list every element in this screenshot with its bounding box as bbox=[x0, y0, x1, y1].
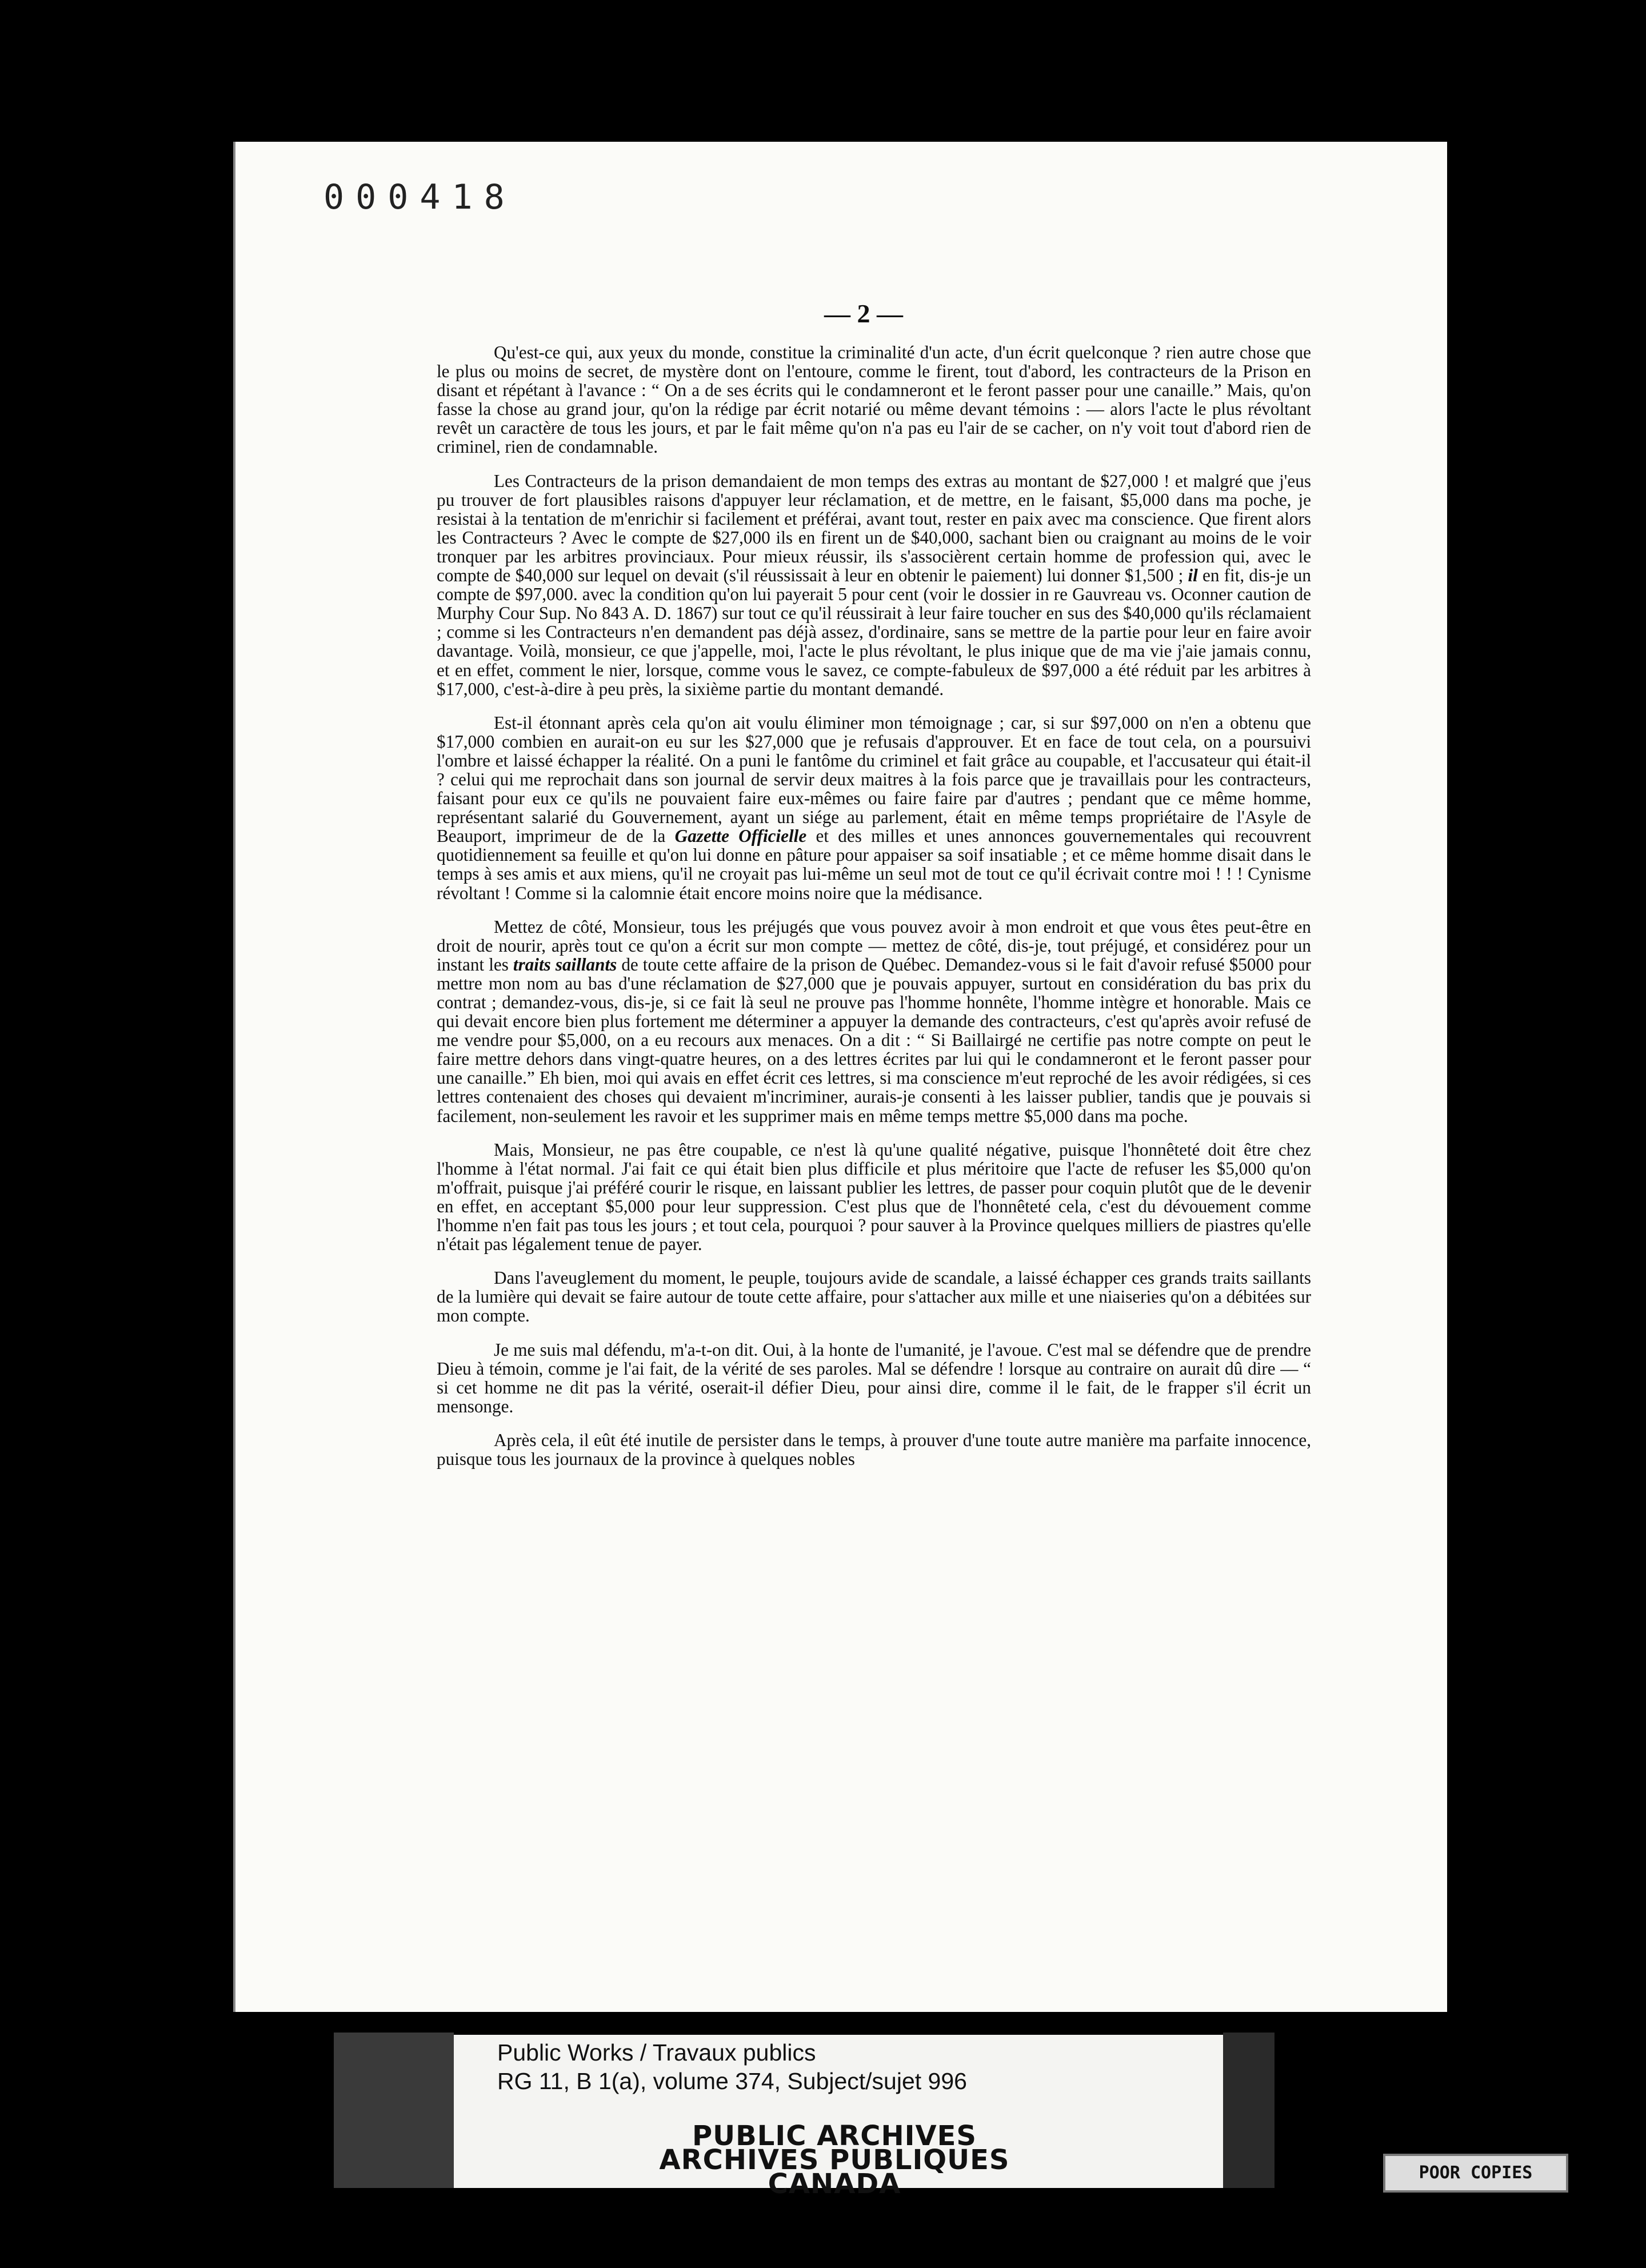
archive-label-shadow-right bbox=[1223, 2033, 1275, 2188]
paragraph-text: Mettez de côté, Monsieur, tous les préjugés que vous pouvez avoir à mon endroit et que vous êtes peut-être en droit de nourir, après tout ce qu'on a écrit sur mon compte — mettez de côté, dis-je, tout préjugé, et considérez pour un instant les bbox=[437, 916, 1311, 975]
paragraph bbox=[437, 1431, 1311, 1468]
paragraph-text: de toute cette affaire de la prison de Québec. Demandez-vous si le fait d'avoir refusé $5000 pour mettre mon nom au bas d'une réclamation de $27,000 que je pouvais appuyer, surtout en considération du bas prix du contrat ; demandez-vous, dis-je, si ce fait là seul ne prouve pas l'homme honnête, l'homme intègre et honorable. Mais ce qui devait encore bien plus fortement me déterminer a appuyer la demande des contracteurs, c'est qu'après avoir refusé de me vendre pour $5,000, on a eu recours aux menaces. On a dit : “ Si Baillairgé ne certifie pas notre compte on peut le faire mettre dehors dans vingt-quatre heures, on a des lettres écrites par lui qui le condamneront et le feront passer pour une canaille.” Eh bien, moi qui avais en effet écrit ces lettres, si ma conscience m'eut reproché de les avoir rédigées, si ces lettres contenaient des choses qui devaient m'incriminer, aurais-je consenti à les laisser publier, tandis que je pouvais si facilement, non-seulement les ravoir et les supprimer mais en même temps mettre $5,000 dans ma poche. bbox=[437, 954, 1311, 1126]
paragraph-text: Les Contracteurs de la prison demandaient de mon temps des extras au montant de $27,000 ! et malgré que j'eus pu trouver de fort plausibles raisons d'appuyer leur réclamation, et de mettre, en le faisant, $5,000 dans ma poche, je resistai à la tentation de m'enrichir si facilement et préférai, avant tout, rester en paix avec ma conscience. Que firent alors les Contracteurs ? Avec le compte de $27,000 ils en firent un de $40,000, sachant bien ou craignant au moins de le voir tronquer par les arbitres provinciaux. Pour mieux réussir, ils s'associèrent certain homme de profession qui, avec le compte de $40,000 sur lequel on devait (s'il réussissait à leur en obtenir le paiement) lui donner $1,500 ; bbox=[437, 470, 1311, 586]
paragraph-text: Après cela, il eût été inutile de persister dans le temps, à prouver d'une toute autre manière ma parfaite innocence, puisque tous les journaux de la province à quelques nobles bbox=[437, 1430, 1311, 1469]
source-line-2: RG 11, B 1(a), volume 374, Subject/sujet 996 bbox=[497, 2068, 967, 2094]
paragraph bbox=[437, 1340, 1311, 1416]
paragraph-text: Dans l'aveuglement du moment, le peuple, toujours avide de scandale, a laissé échapper ces grands traits saillants de la lumière qui devait se faire autour de toute cette affaire, pour s'attacher aux mille et une niaiseries qu'on a débitées sur mon compte. bbox=[437, 1268, 1311, 1326]
poor-copies-label: POOR COPIES bbox=[1383, 2154, 1568, 2193]
paragraph bbox=[437, 1268, 1311, 1325]
page-number: — 2 — bbox=[824, 299, 903, 328]
paragraph-text: Qu'est-ce qui, aux yeux du monde, constitue la criminalité d'un acte, d'un écrit quelconque ? rien autre chose que le plus ou moins de secret, de mystère dont on l'entoure, comme le firent, tout d'abord, les contracteurs de la Prison en disant et répétant à l'avance : “ On a de ses écrits qui le condamneront et le feront passer pour une canaille.” Mais, qu'on fasse la chose au grand jour, qu'on la rédige par écrit notarié ou même devant témoins : — alors l'acte le plus révoltant revêt un caractère de tous les jours, et par le fait même qu'on n'a pas eu l'air de se cacher, on n'y voit tout d'abord rien de criminel, rien de condamnable. bbox=[437, 342, 1311, 457]
stamp-line-3: CANADA bbox=[768, 2168, 901, 2200]
paragraph bbox=[437, 1140, 1311, 1254]
paragraph-text: Je me suis mal défendu, m'a-t-on dit. Oui, à la honte de l'umanité, je l'avoue. C'est mal se défendre que de prendre Dieu à témoin, comme je l'ai fait, de la vérité de ses paroles. Mal se défendre ! lorsque au contraire on aurait dû dire — “ si cet homme ne dit pas la vérité, oserait-il défier Dieu, pour ainsi dire, comme il le fait, de le frapper s'il écrit un mensonge. bbox=[437, 1339, 1311, 1416]
italic-text: il bbox=[1188, 565, 1198, 586]
paragraph bbox=[437, 343, 1311, 457]
stamp-line-1: PUBLIC ARCHIVES bbox=[692, 2120, 977, 2152]
source-line-1: Public Works / Travaux publics bbox=[497, 2039, 816, 2066]
paragraph bbox=[437, 472, 1311, 698]
paragraph-text: Est-il étonnant après cela qu'on ait voulu éliminer mon témoignage ; car, si sur $97,000 on n'en a obtenu que $17,000 combien en aurait-on eu sur les $27,000 que je refusais d'approuver. Et en face de tout cela, on a poursuivi l'ombre et laissé échapper la réalité. On a puni le fantôme du criminel et fait grâce au coupable, et l'accusateur qui était-il ? celui qui me reprochait dans son journal de servir deux maitres à la fois parce que je travaillais pour les contracteurs, faisant pour eux ce qu'ils ne pouvaient faire eux-mêmes ou faire faire par d'autres ; pendant que ce même homme, représentant salarié du Gouvernement, ayant un siége au parlement, était en même temps propriétaire de l'Asyle de Beauport, imprimeur de de la bbox=[437, 712, 1311, 846]
paragraph-text: en fit, dis-je un compte de $97,000. avec la condition qu'on lui payerait 5 pour cent (voir le dossier in re Gauvreau vs. Oconner caution de Murphy Cour Sup. No 843 A. D. 1867) sur tout ce qu'il réussirait à leur faire toucher en sus des $40,000 qu'ils réclamaient ; comme si les Contracteurs n'en demandent pas déjà assez, d'ordinaire, sans se mettre de la partie pour leur en faire avoir davantage. Voilà, monsieur, ce que j'appelle, moi, l'acte le plus révoltant, le plus inique que de ma vie j'aie jamais connu, et en effet, comment le nier, lorsque, comme vous le savez, ce compte-fabuleux de $97,000 a été réduit par les arbitres à $17,000, c'est-à-dire à peu près, la sixième partie du montant demandé. bbox=[437, 565, 1311, 699]
paragraph-text: et des milles et unes annonces gouvernementales qui recouvrent quotidiennement sa feuille et qu'on lui donne en pâture pour appaiser sa soif insatiable ; et ce même homme disait dans le temps à ses amis et aux miens, qu'il ne croyait pas lui-même un seul mot de tout ce qu'il écrivait contre moi ! ! ! Cynisme révoltant ! Comme si la calomnie était encore moins noire que la médisance. bbox=[437, 826, 1312, 903]
stamp-line-2: ARCHIVES PUBLIQUES bbox=[659, 2144, 1010, 2176]
source-reference bbox=[497, 2038, 1200, 2095]
archives-stamp bbox=[629, 2120, 1040, 2200]
italic-text: Gazette Officielle bbox=[674, 826, 807, 846]
paragraph-text: Mais, Monsieur, ne pas être coupable, ce n'est là qu'une qualité négative, puisque l'honnêteté doit être chez l'homme à l'état normal. J'ai fait ce qui était bien plus difficile et plus méritoire que l'acte de refuser les $5,000 qu'on m'offrait, puisque j'ai préféré courir le risque, en laissant publier les lettres, de passer pour coquin plutôt que de le devenir en effet, en acceptant $5,000 pour leur suppression. C'est plus que de l'honnêteté cela, c'est du dévouement comme l'homme n'en fait pas tous les jours ; et tout cela, pourquoi ? pour sauver à la Province quelques milliers de piastres qu'elle n'était pas légalement tenue de payer. bbox=[437, 1139, 1311, 1255]
archive-label-shadow-left bbox=[334, 2033, 454, 2188]
paragraph bbox=[437, 917, 1311, 1125]
paragraph bbox=[437, 713, 1311, 903]
document-body bbox=[437, 343, 1311, 1468]
italic-text: traits saillants bbox=[513, 954, 617, 975]
document-number: 000418 bbox=[323, 177, 516, 217]
